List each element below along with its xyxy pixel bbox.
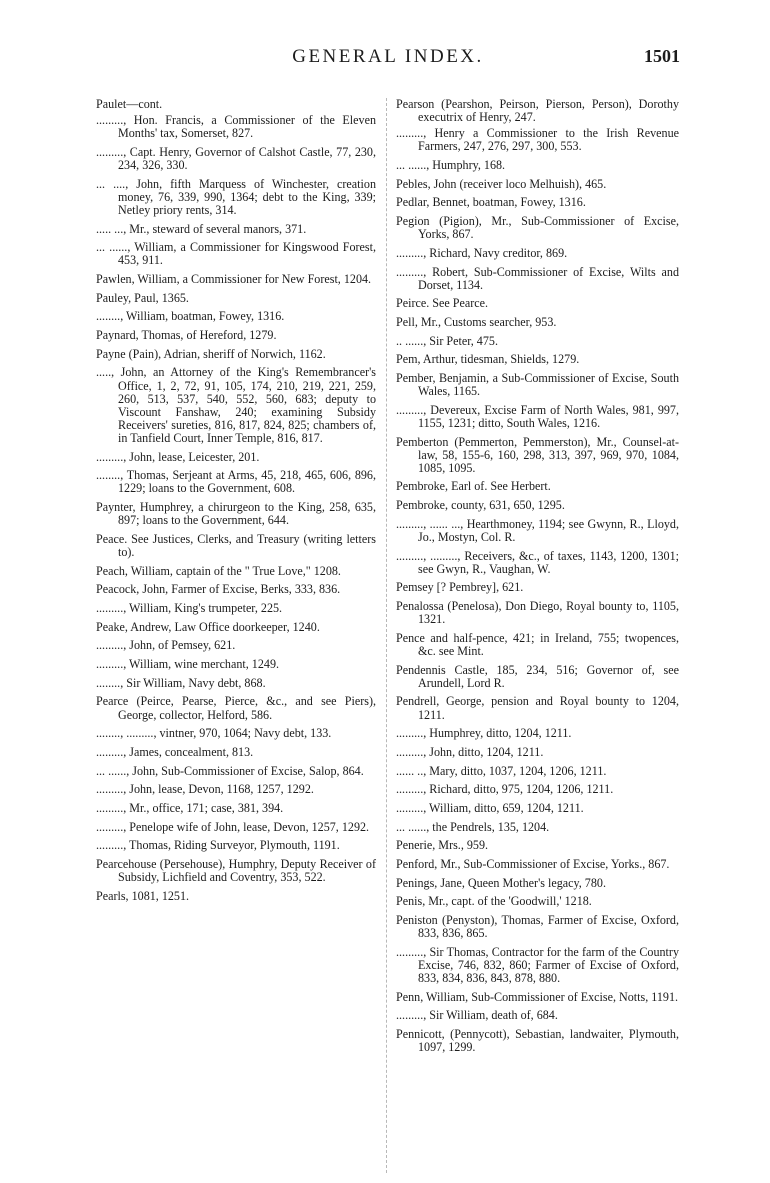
index-entry: Pedlar, Bennet, boatman, Fowey, 1316.: [396, 195, 586, 210]
index-entry: ........., William, ditto, 659, 1204, 1211.: [396, 800, 584, 815]
index-entry: ........., Mr., office, 171; case, 381, 394.: [96, 800, 284, 815]
index-entry: Pemberton (Pemmerton, Pemmerston), Mr., Counsel-at-law, 58, 155-6, 160, 298, 313, 397, 969, 970, 1084, 1085, 1095.: [396, 434, 679, 475]
index-entry: ........., Penelope wife of John, lease, Devon, 1257, 1292.: [96, 819, 370, 834]
index-entry: ........, ........., vintner, 970, 1064; Navy debt, 133.: [96, 726, 332, 741]
index-entry: ........., ...... ..., Hearthmoney, 1194; see Gwynn, R., Lloyd, Jo., Mostyn, Col. R.: [396, 516, 679, 544]
index-entry: Pebles, John (receiver loco Melhuish), 465.: [396, 176, 607, 191]
index-entry: Pauley, Paul, 1365.: [96, 290, 189, 305]
index-entry: ........., Richard, ditto, 975, 1204, 1206, 1211.: [396, 782, 614, 797]
index-column-left: [96, 98, 376, 909]
index-entry: ...... .., Mary, ditto, 1037, 1204, 1206, 1211.: [396, 763, 607, 778]
index-entry: Pemsey [? Pembrey], 621.: [396, 580, 524, 595]
index-entry: ... ......, John, Sub-Commissioner of Excise, Salop, 864.: [96, 763, 364, 778]
index-entry: ........., Devereux, Excise Farm of North Wales, 981, 997, 1155, 1231; ditto, South Wales, 1216.: [396, 402, 679, 430]
index-entry: Penerie, Mrs., 959.: [396, 838, 489, 853]
index-entry: Payne (Pain), Adrian, sheriff of Norwich, 1162.: [96, 346, 326, 361]
index-entry: Penis, Mr., capt. of the 'Goodwill,' 1218.: [396, 894, 592, 909]
index-entry: ........., John, ditto, 1204, 1211.: [396, 744, 544, 759]
index-entry: Pendrell, George, pension and Royal bounty to 1204, 1211.: [396, 694, 679, 722]
index-entry: ........., Henry a Commissioner to the Irish Revenue Farmers, 247, 276, 297, 300, 553.: [396, 126, 679, 154]
index-entry: Peirce. See Pearce.: [396, 296, 488, 311]
index-entry: ........., Capt. Henry, Governor of Calshot Castle, 77, 230, 234, 326, 330.: [96, 144, 376, 172]
index-entry: Penn, William, Sub-Commissioner of Excise, Notts, 1191.: [396, 989, 679, 1004]
index-entry: Pell, Mr., Customs searcher, 953.: [396, 314, 557, 329]
index-entry: ........., James, concealment, 813.: [96, 744, 254, 759]
index-entry: ... ......, the Pendrels, 135, 1204.: [396, 819, 550, 834]
index-entry: ........, Sir William, Navy debt, 868.: [96, 675, 266, 690]
index-entry: Peniston (Penyston), Thomas, Farmer of Excise, Oxford, 833, 836, 865.: [396, 913, 679, 941]
index-entry: ........., Sir Thomas, Contractor for the farm of the Country Excise, 746, 832, 860; Farmer of Excise of Oxford, 833, 834, 836, 843, 878, 880.: [396, 944, 679, 986]
index-column-right: [396, 98, 679, 1060]
index-entry: Peach, William, captain of the " True Love," 1208.: [96, 563, 341, 578]
index-entry: Pendennis Castle, 185, 234, 516; Governor of, see Arundell, Lord R.: [396, 662, 679, 690]
column-divider: [386, 98, 387, 1173]
index-entry: ........, William, boatman, Fowey, 1316.: [96, 309, 285, 324]
index-entry: Pence and half-pence, 421; in Ireland, 755; twopences, &c. see Mint.: [396, 630, 679, 658]
index-entry: Penings, Jane, Queen Mother's legacy, 780.: [396, 875, 606, 890]
index-entry: Pembroke, county, 631, 650, 1295.: [396, 498, 565, 513]
index-entry: Paulet—cont.: [96, 97, 163, 111]
index-entry: Pearce (Peirce, Pearse, Pierce, &c., and see Piers), George, collector, Helford, 586.: [96, 694, 376, 722]
index-entry: Pember, Benjamin, a Sub-Commissioner of Excise, South Wales, 1165.: [396, 371, 679, 399]
index-entry: ........., William, King's trumpeter, 225.: [96, 601, 283, 615]
index-entry: ........, Thomas, Serjeant at Arms, 45, 218, 465, 606, 896, 1229; loans to the Government, 608.: [96, 468, 376, 496]
index-entry: Pearson (Pearshon, Peirson, Pierson, Person), Dorothy executrix of Henry, 247.: [396, 97, 679, 125]
index-entry: ........., Hon. Francis, a Commissioner of the Eleven Months' tax, Somerset, 827.: [96, 113, 376, 141]
index-entry: ... ......, Humphry, 168.: [396, 157, 506, 172]
index-entry: Pearls, 1081, 1251.: [96, 888, 190, 903]
index-entry: Peake, Andrew, Law Office doorkeeper, 1240.: [96, 619, 320, 634]
index-entry: .. ......, Sir Peter, 475.: [396, 333, 498, 348]
index-entry: Peace. See Justices, Clerks, and Treasury (writing letters to).: [96, 531, 376, 559]
index-entry: ........., John, lease, Leicester, 201.: [96, 449, 260, 464]
index-entry: ........., ........., Receivers, &c., of taxes, 1143, 1200, 1301; see Gwyn, R., Vaughan, W.: [396, 548, 679, 576]
index-entry: ........., William, wine merchant, 1249.: [96, 657, 280, 672]
running-title: GENERAL INDEX.: [292, 46, 484, 67]
index-entry: ... ...., John, fifth Marquess of Winchester, creation money, 76, 339, 990, 1364; debt to the King, 339; Netley priory rents, 314.: [96, 176, 376, 217]
index-entry: Pem, Arthur, tidesman, Shields, 1279.: [396, 352, 580, 367]
index-entry: ........., Robert, Sub-Commissioner of Excise, Wilts and Dorset, 1134.: [396, 264, 679, 292]
index-entry: ........., Richard, Navy creditor, 869.: [396, 245, 568, 260]
index-entry: Pennicott, (Pennycott), Sebastian, landwaiter, Plymouth, 1097, 1299.: [396, 1027, 679, 1055]
page-number: 1501: [644, 46, 680, 66]
index-entry: ........., Sir William, death of, 684.: [396, 1008, 558, 1023]
index-entry: Paynard, Thomas, of Hereford, 1279.: [96, 328, 277, 343]
index-entry: ... ......, William, a Commissioner for Kingswood Forest, 453, 911.: [96, 240, 376, 268]
index-entry: Peacock, John, Farmer of Excise, Berks, 333, 836.: [96, 582, 341, 597]
index-entry: Pearcehouse (Persehouse), Humphry, Deputy Receiver of Subsidy, Lichfield and Coventry, 353, 522.: [96, 857, 376, 885]
index-entry: ........., John, of Pemsey, 621.: [96, 638, 236, 653]
index-entry: Penalossa (Penelosa), Don Diego, Royal bounty to, 1105, 1321.: [396, 599, 679, 627]
index-entry: ....., John, an Attorney of the King's Remembrancer's Office, 1, 2, 72, 91, 105, 174, 210, 219, 221, 259, 260, 513, 537, 540, 552, 560, 683; deputy to Viscount Fanshaw, 240; examining Subsidy Receivers' sureties, 816, 817, 824, 825; chambers of, in Tanfield Court, Inner Temple, 816, 817.: [96, 365, 376, 445]
page-header: [96, 46, 680, 76]
index-entry: Pembroke, Earl of. See Herbert.: [396, 479, 551, 494]
index-entry: Pegion (Pigion), Mr., Sub-Commissioner of Excise, Yorks, 867.: [396, 214, 679, 242]
index-entry: ..... ..., Mr., steward of several manors, 371.: [96, 221, 307, 236]
index-entry: ........., John, lease, Devon, 1168, 1257, 1292.: [96, 782, 314, 797]
index-entry: ........., Humphrey, ditto, 1204, 1211.: [396, 726, 572, 741]
index-entry: Penford, Mr., Sub-Commissioner of Excise, Yorks., 867.: [396, 857, 670, 872]
index-entry: Pawlen, William, a Commissioner for New Forest, 1204.: [96, 272, 372, 286]
index-entry: Paynter, Humphrey, a chirurgeon to the King, 258, 635, 897; loans to the Government, 644.: [96, 500, 376, 528]
index-entry: ........., Thomas, Riding Surveyor, Plymouth, 1191.: [96, 838, 340, 853]
